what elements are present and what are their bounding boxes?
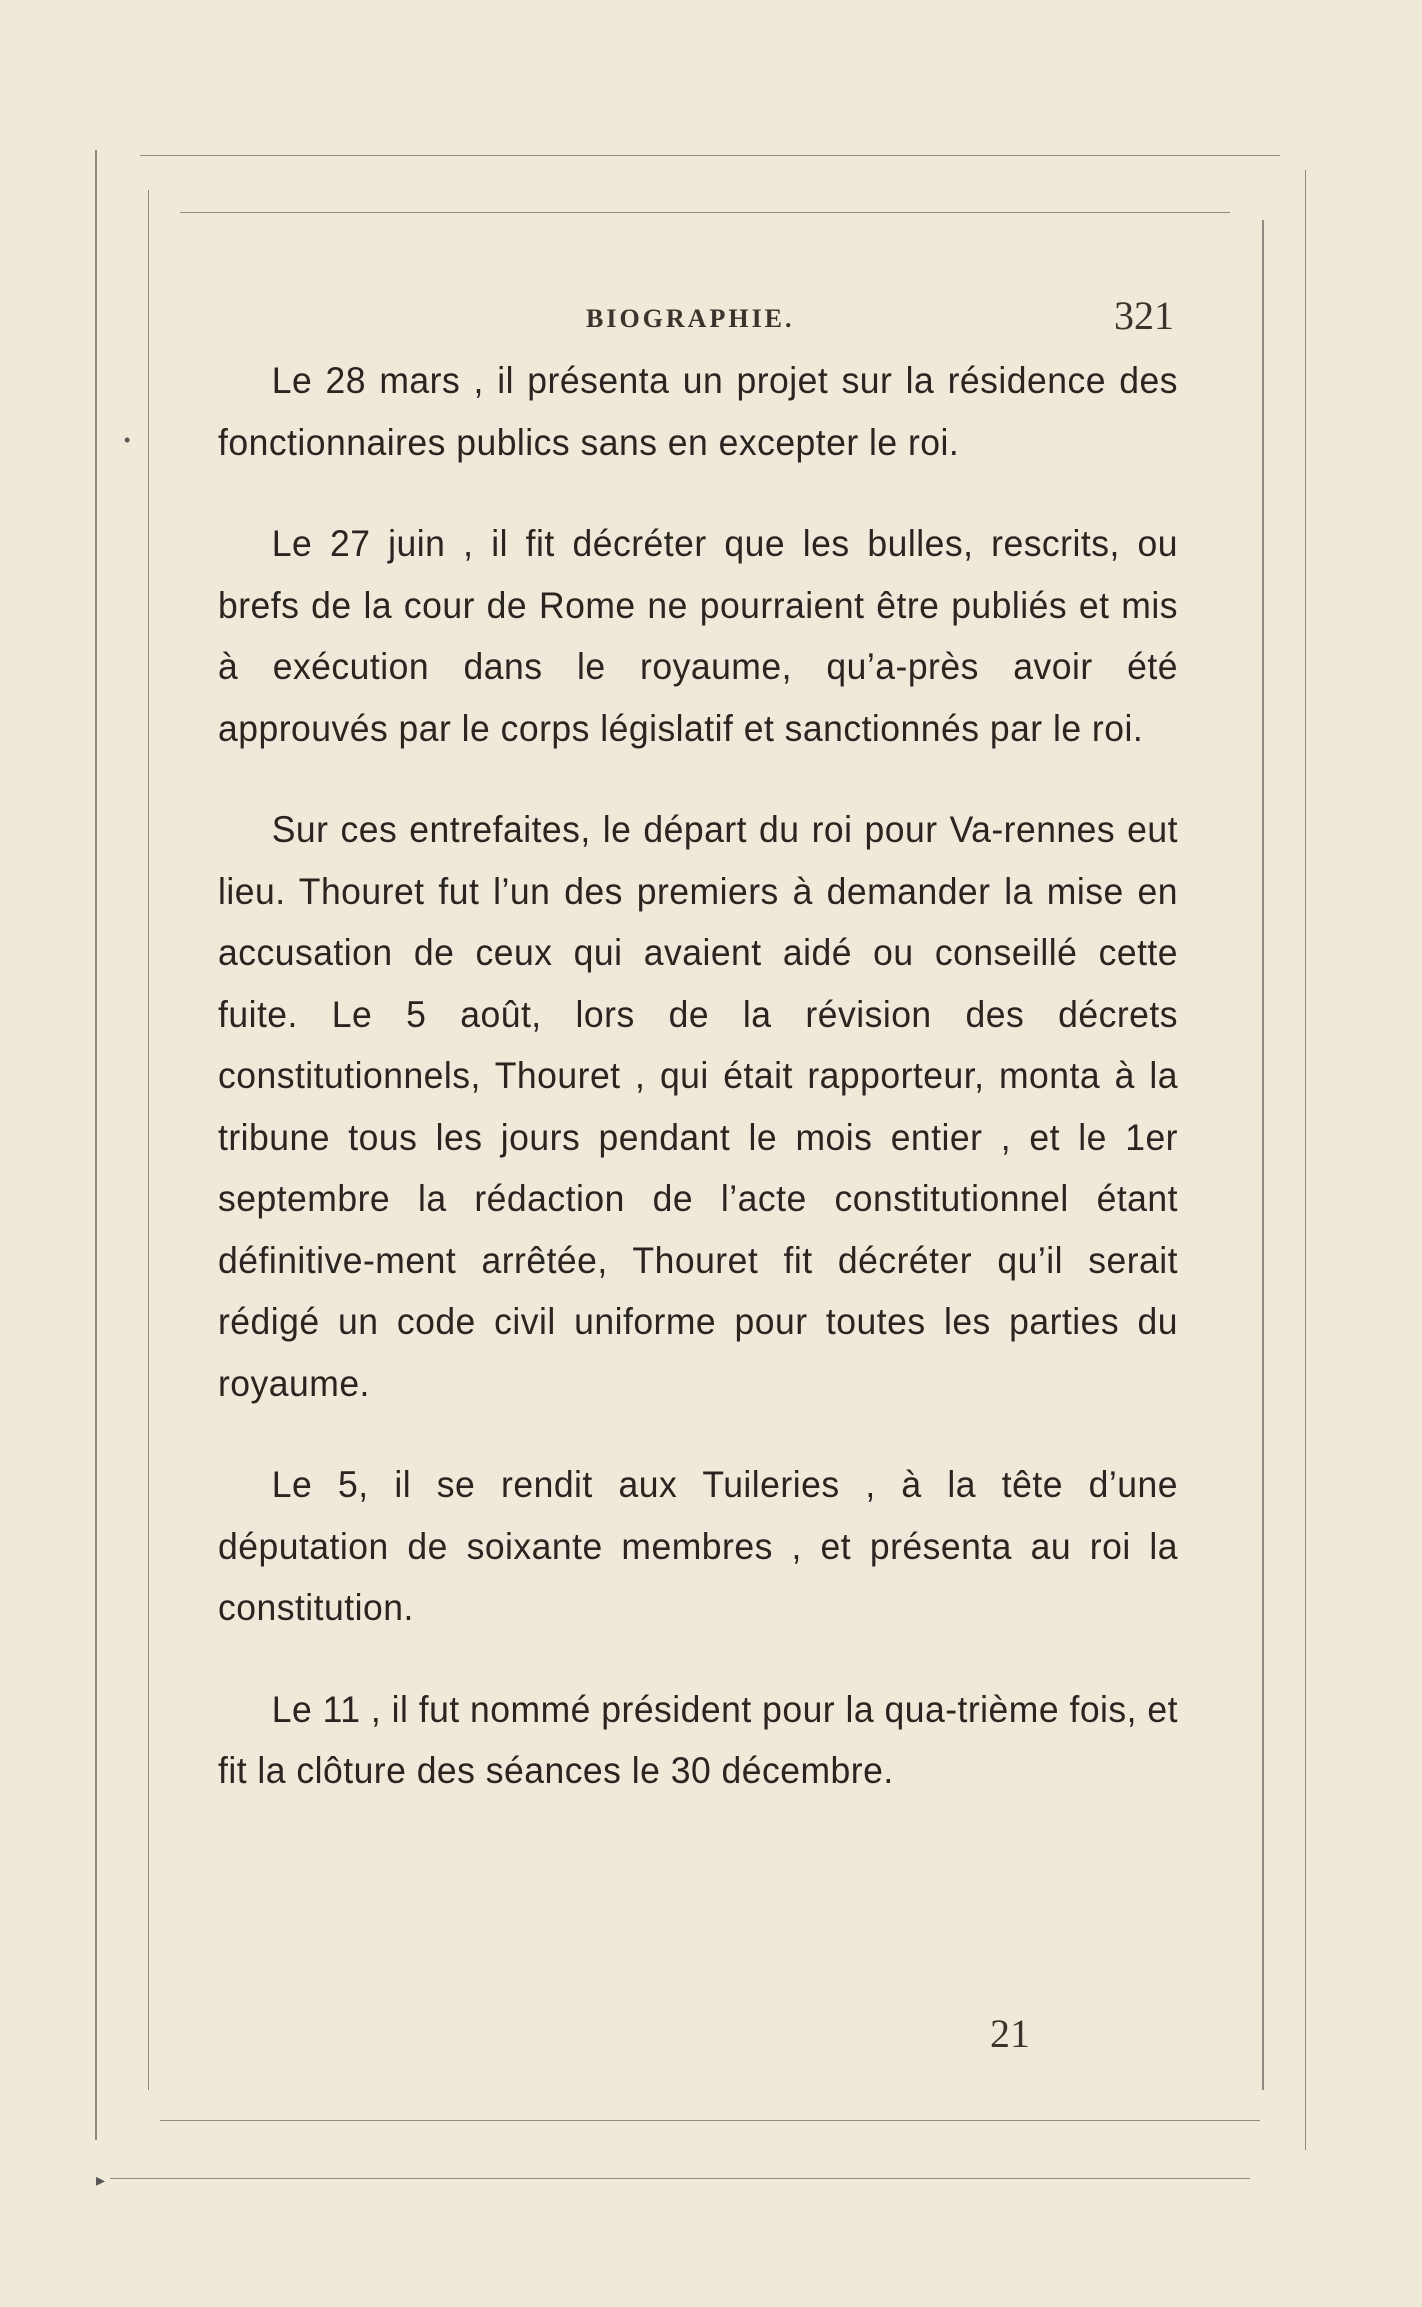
frame-bottom-outer [110,2178,1250,2179]
margin-arrow: ▸ [96,2170,106,2190]
frame-top-outer [140,155,1280,156]
frame-top-inner [180,212,1230,213]
signature-mark: 21 [990,2011,1030,2056]
page-number: 321 [1114,293,1174,338]
paragraph: Le 27 juin , il fit décréter que les bulles, rescrits, ou brefs de la cour de Rome ne pourraient être publiés et mis à exécution dans le royaume, qu’a-près avoir été approuvés par le corps législatif et sanctionnés par le roi. [218,523,1178,749]
paragraph: Le 11 , il fut nommé président pour la qua-trième fois, et fit la clôture des séances le 30 décembre. [218,1688,1178,1791]
margin-dot: • [124,430,131,450]
paragraph: Le 5, il se rendit aux Tuileries , à la tête d’une députation de soixante membres , et présenta au roi la constitution. [218,1464,1178,1628]
paragraph: Le 28 mars , il présenta un projet sur la résidence des fonctionnaires publics sans en excepter le roi. [218,360,1178,463]
page-body [218,290,1178,1842]
outer-frame-left [95,150,97,2140]
text-block [218,350,1178,1802]
inner-frame-right [1262,220,1264,2090]
inner-frame-left [148,190,149,2090]
outer-frame-right [1305,170,1306,2150]
frame-bottom-inner [160,2120,1260,2121]
running-header [218,290,1178,350]
paragraph: Sur ces entrefaites, le départ du roi pour Va-rennes eut lieu. Thouret fut l’un des premiers à demander la mise en accusation de ceux qui avaient aidé ou conseillé cette fuite. Le 5 août, lors de la révision des décrets constitutionnels, Thouret , qui était rapporteur, monta à la tribune tous les jours pendant le mois entier , et le 1er septembre la rédaction de l’acte constitutionnel étant définitive-ment arrêtée, Thouret fit décréter qu’il serait rédigé un code civil uniforme pour toutes les parties du royaume. [218,809,1178,1404]
running-title: BIOGRAPHIE. [586,304,795,333]
